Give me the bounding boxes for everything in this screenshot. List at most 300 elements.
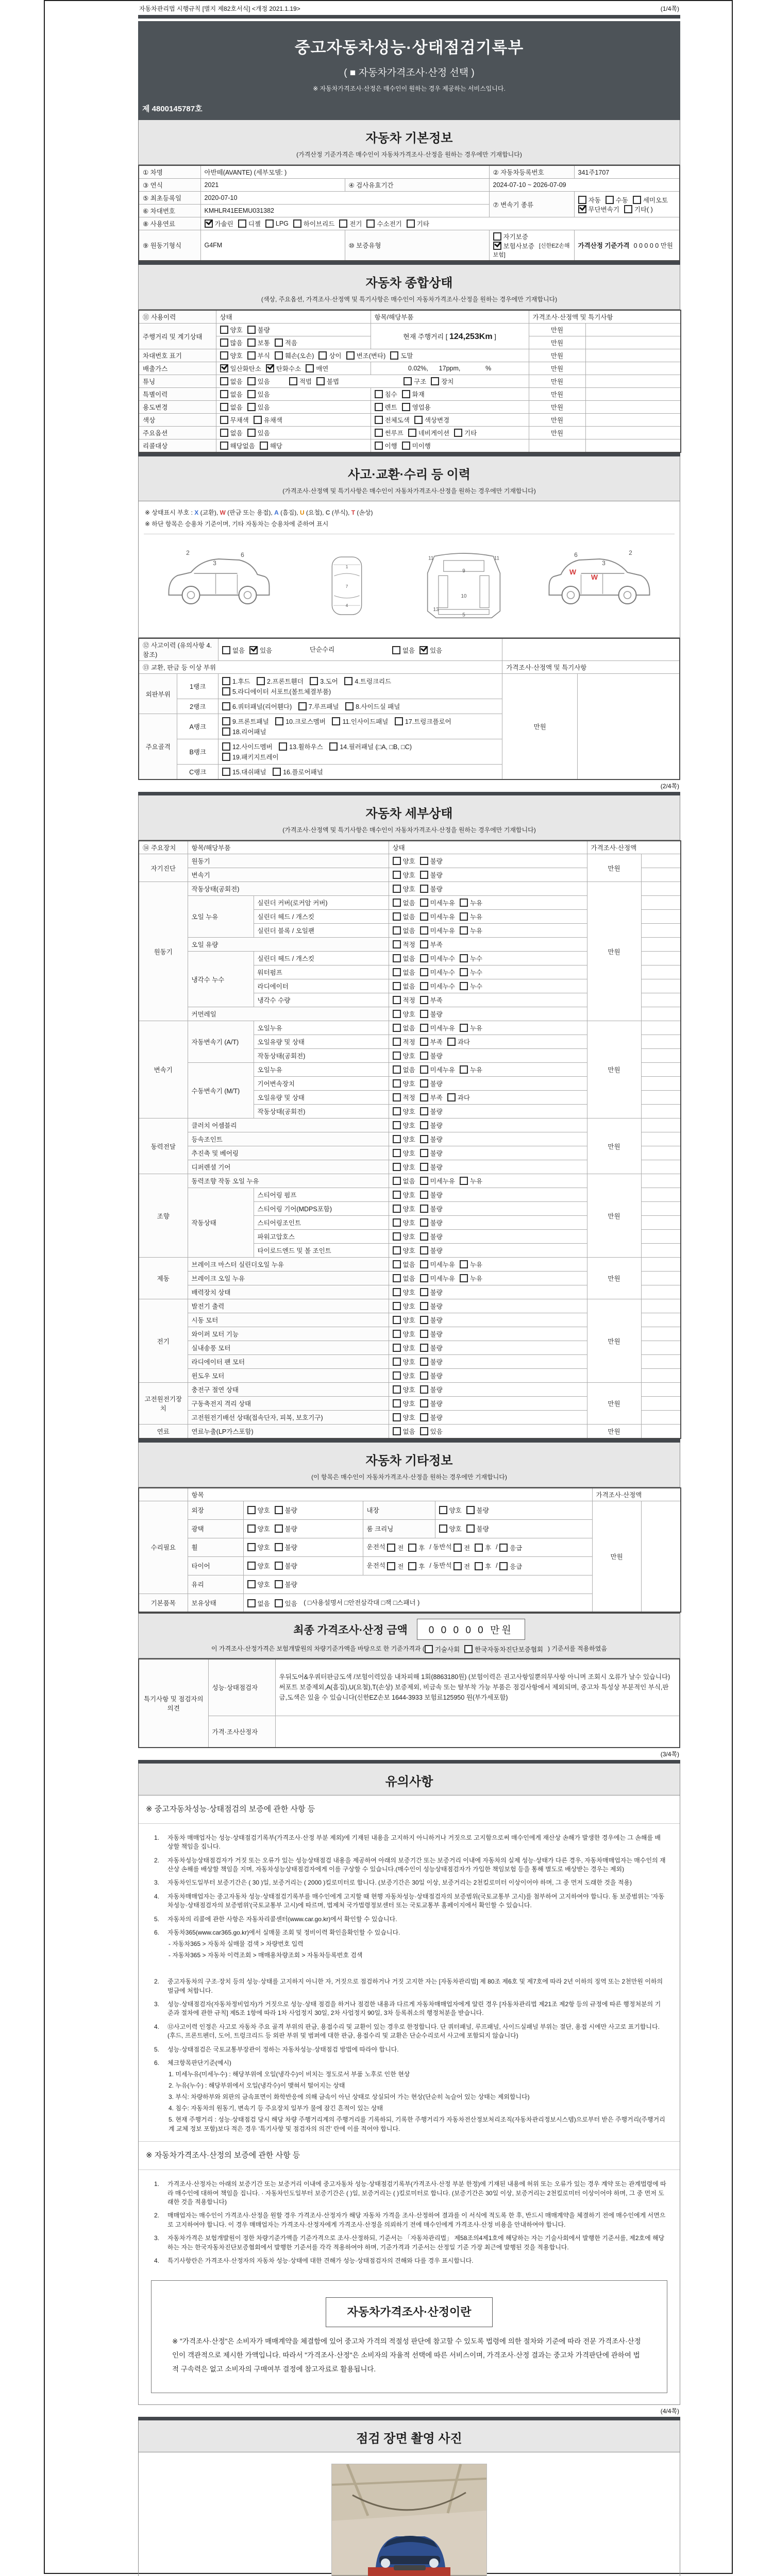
checkbox-후[interactable] — [475, 1543, 491, 1552]
checkbox-양호[interactable] — [247, 1580, 270, 1589]
checkbox-장치[interactable] — [431, 377, 453, 386]
checkbox-없음[interactable] — [220, 377, 243, 386]
remark-cell — [641, 882, 681, 896]
checkbox-미세누유[interactable] — [420, 1065, 455, 1074]
checkbox-있음[interactable] — [247, 428, 270, 437]
checkbox-5.라디에이터 서포트(볼트체결부품)[interactable] — [222, 687, 331, 696]
checkbox-부족[interactable] — [420, 1093, 443, 1102]
checkbox-불량[interactable] — [420, 1134, 443, 1144]
section-etc-note: (이 항목은 매수인이 자동차가격조사·산정을 원하는 경우에만 기재합니다) — [311, 1473, 507, 1481]
checkbox-label: 15.대쉬패널 — [232, 769, 266, 776]
status-options — [389, 854, 587, 868]
checkbox-있음[interactable] — [275, 1599, 297, 1608]
checkbox-도말[interactable] — [390, 351, 413, 360]
checkbox-탄화수소[interactable] — [266, 364, 301, 373]
summary-cell — [371, 401, 529, 414]
checkbox-응급[interactable] — [499, 1543, 522, 1552]
checkbox-양호[interactable] — [393, 1343, 415, 1352]
checkbox-많음[interactable] — [220, 338, 243, 347]
checkbox-14.필러패널 (□A, □B, □C)[interactable] — [329, 742, 412, 751]
div-element — [222, 687, 498, 696]
checkbox-없음[interactable] — [220, 389, 243, 399]
rect-element — [480, 576, 489, 608]
checkbox-양호[interactable] — [393, 1204, 415, 1213]
checkbox-양호[interactable] — [393, 1385, 415, 1394]
checkbox-매연[interactable] — [306, 364, 328, 373]
checkbox-미세누유[interactable] — [420, 1023, 455, 1032]
remark-cell — [641, 1327, 681, 1341]
checkbox-불량[interactable] — [420, 870, 443, 879]
checkbox-label: 있음 — [430, 1428, 443, 1435]
i-element — [222, 646, 230, 654]
checkbox-이행[interactable] — [375, 441, 397, 450]
checkbox-불량[interactable] — [420, 1246, 443, 1255]
notice-text: 성능·상태점검은 국토교통부장관이 정하는 자동차성능·상태점검 방법에 따라야 합니다. — [167, 2045, 399, 2053]
checkbox-불량[interactable] — [420, 1357, 443, 1366]
checkbox-7.루프패널[interactable] — [298, 702, 339, 711]
checkbox-썬루프[interactable] — [375, 428, 404, 437]
checkbox-가솔린[interactable] — [205, 219, 233, 228]
checkbox-누유[interactable] — [460, 1176, 482, 1185]
i-element — [420, 1302, 428, 1310]
checkbox-미세누유[interactable] — [420, 1176, 455, 1185]
checkbox-침수[interactable] — [375, 389, 397, 399]
remark-cell — [641, 1132, 681, 1146]
checkbox-양호[interactable] — [220, 325, 243, 334]
checkbox-label: 있음 — [430, 647, 443, 655]
checkbox-미세누유[interactable] — [420, 898, 455, 907]
checkbox-적정[interactable] — [393, 1037, 415, 1046]
checkbox-10.크로스멤버[interactable] — [275, 717, 326, 726]
checkbox-양호[interactable] — [393, 1246, 415, 1255]
checkbox-불량[interactable] — [420, 1287, 443, 1297]
checkbox-기타[interactable] — [407, 219, 429, 228]
checkbox-수동[interactable] — [606, 195, 628, 205]
checkbox-label: 장치 — [441, 378, 454, 385]
checkbox-기타[interactable] — [454, 428, 477, 437]
checkbox-누유[interactable] — [460, 926, 482, 935]
checkbox-누유[interactable] — [460, 1023, 482, 1032]
checkbox-label: 전기 — [349, 221, 362, 228]
checkbox-불량[interactable] — [420, 1190, 443, 1199]
panel-number-label: 4 — [345, 603, 348, 608]
checkbox-부식[interactable] — [247, 351, 270, 360]
final-note-pre: 이 가격조사·산정가격은 보험개발원의 차량기준가액을 바탕으로 한 기준가격과 ( — [211, 1645, 425, 1653]
checkbox-불량[interactable] — [420, 884, 443, 893]
checkbox-누수[interactable] — [460, 968, 482, 977]
checkbox-없음[interactable] — [393, 968, 415, 977]
checkbox-부족[interactable] — [420, 995, 443, 1005]
checkbox-양호[interactable] — [393, 1162, 415, 1172]
div-element — [222, 752, 498, 761]
checkbox-미세누유[interactable] — [420, 912, 455, 921]
checkbox-있음[interactable] — [249, 646, 272, 655]
subitem-label: 타이로드엔드 및 볼 조인트 — [254, 1244, 389, 1258]
checkbox-양호[interactable] — [247, 1524, 270, 1533]
checkbox-label: 불량 — [430, 1359, 443, 1366]
checkbox-미세누유[interactable] — [420, 926, 455, 935]
checkbox-label: 이행 — [384, 443, 397, 450]
checkbox-과다[interactable] — [447, 1037, 470, 1046]
i-element — [420, 1065, 428, 1074]
checkbox-자동[interactable] — [578, 195, 601, 205]
checkbox-15.대쉬패널[interactable] — [222, 767, 266, 776]
checkbox-후[interactable] — [475, 1562, 491, 1571]
checkbox-양호[interactable] — [247, 1561, 270, 1570]
section-detail-header — [138, 795, 680, 840]
checkbox-없음[interactable] — [393, 1427, 415, 1436]
checkbox-양호[interactable] — [393, 1301, 415, 1311]
summary-cell — [585, 375, 681, 388]
i-element — [414, 416, 423, 424]
checkbox-label: 해당없음 — [230, 443, 255, 450]
checkbox-불량[interactable] — [420, 1121, 443, 1130]
device-group-label: 원동기 — [139, 882, 188, 1021]
checkbox-12.사이드멤버[interactable] — [222, 742, 273, 751]
checkbox-17.트렁크플로어[interactable] — [395, 717, 451, 726]
checkbox-적정[interactable] — [393, 1093, 415, 1102]
checkbox-하이브리드[interactable] — [293, 219, 334, 228]
checkbox-label: 16.플로어패널 — [283, 769, 323, 776]
checkbox-불량[interactable] — [420, 1343, 443, 1352]
checkbox-불량[interactable] — [420, 1385, 443, 1394]
i-element — [344, 677, 352, 685]
checkbox-9.프론트패널[interactable] — [222, 717, 269, 726]
summary-cell: 배출가스 — [139, 362, 216, 375]
checkbox-없음[interactable] — [392, 646, 415, 655]
checkbox-양호[interactable] — [247, 1505, 270, 1515]
checkbox-불량[interactable] — [275, 1561, 297, 1570]
checkbox-label: 양호 — [402, 1080, 415, 1088]
checkbox-18.리어패널[interactable] — [222, 727, 266, 736]
checkbox-양호[interactable] — [393, 1009, 415, 1019]
checkbox-기타( )[interactable] — [624, 205, 653, 214]
checkbox-누수[interactable] — [460, 981, 482, 991]
checkbox-누유[interactable] — [460, 1274, 482, 1283]
checkbox-누유[interactable] — [460, 1065, 482, 1074]
checkbox-label: 적정 — [402, 941, 415, 949]
section-cap — [138, 453, 680, 456]
checkbox-양호[interactable] — [393, 884, 415, 893]
checkbox-없음[interactable] — [393, 981, 415, 991]
checkbox-8.사이드실 패널[interactable] — [345, 702, 400, 711]
checkbox-양호[interactable] — [247, 1543, 270, 1552]
checkbox-누유[interactable] — [460, 898, 482, 907]
checkbox-label: 불량 — [476, 1507, 489, 1515]
checkbox-있음[interactable] — [420, 1427, 443, 1436]
checkbox-불량[interactable] — [275, 1543, 297, 1552]
checkbox-불량[interactable] — [420, 1218, 443, 1227]
checkbox-양호[interactable] — [393, 1107, 415, 1116]
checkbox-label: 양호 — [402, 1219, 415, 1227]
checkbox-화재[interactable] — [402, 389, 425, 399]
checkbox-전[interactable] — [387, 1543, 404, 1552]
checkbox-있음[interactable] — [247, 389, 270, 399]
notice-subitem: 5. 현재 주행거리 : 성능·상태점검 당시 해당 차량 주행거리계의 주행거리를 기록하되, 기록한 주행거리가 자동차전산정보처리조직(자동차관리정보시스템)으로부터 받은 주행거리(주행거리계 교체 정보 포함)보다 적은 경우 '특기사항 및 점검자의 의견' 란에 이를 적어야 합니다. — [169, 2116, 665, 2133]
checkbox-label: 미세누유 — [430, 1178, 455, 1185]
checkbox-렌트[interactable] — [375, 402, 397, 412]
checkbox-전[interactable] — [387, 1562, 404, 1571]
checkbox-불량[interactable] — [420, 1329, 443, 1338]
checkbox-누수[interactable] — [460, 954, 482, 963]
checkbox-불량[interactable] — [247, 325, 270, 334]
checkbox-기술사회[interactable] — [425, 1645, 460, 1654]
checkbox-디젤[interactable] — [238, 219, 261, 228]
remark-cell — [641, 1313, 681, 1327]
checkbox-없음[interactable] — [393, 954, 415, 963]
checkbox-색상변경[interactable] — [414, 415, 449, 425]
checkbox-양호[interactable] — [393, 1218, 415, 1227]
notice-number: 5. — [154, 1915, 160, 1923]
i-element — [393, 1079, 401, 1088]
checkbox-불량[interactable] — [275, 1524, 297, 1533]
checkbox-미세누유[interactable] — [420, 1260, 455, 1269]
checkbox-응급[interactable] — [499, 1562, 522, 1571]
checkbox-양호[interactable] — [393, 856, 415, 866]
checkbox-미세누수[interactable] — [420, 968, 455, 977]
i-element — [466, 1506, 475, 1514]
checkbox-양호[interactable] — [439, 1505, 462, 1515]
spacer — [344, 382, 404, 383]
checkbox-양호[interactable] — [393, 1051, 415, 1060]
checkbox-불량[interactable] — [420, 1232, 443, 1241]
checkbox-미세누수[interactable] — [420, 981, 455, 991]
checkbox-불량[interactable] — [466, 1505, 489, 1515]
checkbox-LPG[interactable] — [265, 219, 289, 228]
i-element — [222, 717, 230, 725]
i-element — [420, 912, 428, 921]
checkbox-보험사보증[interactable] — [493, 241, 534, 250]
checkbox-양호[interactable] — [393, 1399, 415, 1408]
checkbox-label: 양호 — [402, 1247, 415, 1255]
checkbox-영업용[interactable] — [402, 402, 431, 412]
status-options — [389, 1397, 587, 1411]
checkbox-불량[interactable] — [420, 1051, 443, 1060]
checkbox-13.휠하우스[interactable] — [279, 742, 323, 751]
checkbox-후[interactable] — [408, 1543, 425, 1552]
i-element — [375, 442, 383, 450]
checkbox-미이행[interactable] — [402, 441, 431, 450]
checkbox-없음[interactable] — [393, 1260, 415, 1269]
checkbox-양호[interactable] — [393, 1413, 415, 1422]
checkbox-적음[interactable] — [275, 338, 297, 347]
checkbox-1.후드[interactable] — [222, 676, 250, 686]
i-element — [345, 702, 354, 710]
checkbox-label: 있음 — [257, 378, 270, 385]
checkbox-없음[interactable] — [222, 646, 245, 655]
status-options — [389, 1258, 587, 1272]
status-options — [389, 1244, 587, 1258]
checkbox-한국자동차진단보증협회[interactable] — [464, 1645, 543, 1654]
i-element — [420, 1121, 428, 1129]
checkbox-미세누수[interactable] — [420, 954, 455, 963]
checkbox-불량[interactable] — [420, 1371, 443, 1380]
checkbox-양호[interactable] — [393, 1121, 415, 1130]
checkbox-양호[interactable] — [220, 351, 243, 360]
checkbox-무단변속기[interactable] — [578, 205, 619, 214]
checkbox-일산화탄소[interactable] — [220, 364, 261, 373]
i-element — [420, 899, 428, 907]
checkbox-불법[interactable] — [316, 377, 339, 386]
checkbox-해당없음[interactable] — [220, 441, 255, 450]
checkbox-없음[interactable] — [393, 1176, 415, 1185]
notice-text: 자동차인도일부터 보증기간은 ( 30 )일, 보증거리는 ( 2000 )킬로미터로 합니다. (보증기간은 30일 이상, 보증거리는 2천킬로미터 이상이어야 하며, 그 중 먼저 도래한 것을 적용) — [167, 1879, 632, 1887]
checkbox-없음[interactable] — [220, 402, 243, 412]
checkbox-11.인사이드패널[interactable] — [332, 717, 388, 726]
legend-desc: (판금 또는 용접) — [227, 509, 271, 516]
section-detail-title: 자동차 세부상태 — [365, 807, 453, 821]
i-element — [407, 219, 415, 228]
checkbox-4.트렁크리드[interactable] — [344, 676, 391, 686]
checkbox-없음[interactable] — [393, 898, 415, 907]
checkbox-변조(변타)[interactable] — [346, 351, 386, 360]
checkbox-양호[interactable] — [393, 1315, 415, 1325]
checkbox-있음[interactable] — [419, 646, 442, 655]
checkbox-불량[interactable] — [275, 1580, 297, 1589]
checkbox-부족[interactable] — [420, 1037, 443, 1046]
checkbox-불량[interactable] — [420, 1399, 443, 1408]
summary-cell: 색상 — [139, 414, 216, 427]
i-element — [275, 717, 283, 725]
checkbox-label: 양호 — [402, 1345, 415, 1352]
checkbox-불량[interactable] — [420, 1413, 443, 1422]
status-options — [389, 979, 587, 993]
checkbox-2.프론트휀더[interactable] — [257, 676, 304, 686]
device-group-label: 자기진단 — [139, 854, 188, 882]
checkbox-양호[interactable] — [439, 1524, 462, 1533]
checkbox-있음[interactable] — [247, 377, 270, 386]
status-options — [389, 1299, 587, 1313]
summary-cell: 만원 — [529, 349, 585, 362]
checkbox-19.패키지트레이[interactable] — [222, 752, 279, 761]
checkbox-양호[interactable] — [393, 1329, 415, 1338]
checkbox-label: 17.트렁크플로어 — [405, 718, 451, 726]
checkbox-양호[interactable] — [393, 1357, 415, 1366]
status-options — [243, 1519, 363, 1538]
checkbox-양호[interactable] — [393, 870, 415, 879]
detail-row — [139, 1174, 681, 1188]
checkbox-보통[interactable] — [247, 338, 270, 347]
summary-row — [139, 388, 681, 401]
checkbox-16.플로어패널[interactable] — [273, 767, 323, 776]
notice-heading-1: ※ 중고자동차성능·상태점검의 보증에 관한 사항 등 — [139, 1795, 680, 1824]
checkbox-양호[interactable] — [393, 1148, 415, 1158]
summary-cell: 만원 — [529, 324, 585, 336]
checkbox-미세누유[interactable] — [420, 1274, 455, 1283]
checkbox-네비게이션[interactable] — [408, 428, 449, 437]
checkbox-불량[interactable] — [420, 1315, 443, 1325]
checkbox-수소전기[interactable] — [366, 219, 401, 228]
remark-cell — [641, 1244, 681, 1258]
checkbox-양호[interactable] — [393, 1232, 415, 1241]
checkbox-없음[interactable] — [393, 1274, 415, 1283]
checkbox-없음[interactable] — [393, 926, 415, 935]
i-element — [393, 1121, 401, 1129]
checkbox-있음[interactable] — [247, 402, 270, 412]
checkbox-불량[interactable] — [420, 1107, 443, 1116]
price-header: 가격조사·산정액 및 특기사항 — [502, 661, 680, 674]
checkbox-누유[interactable] — [460, 912, 482, 921]
status-options — [389, 1327, 587, 1341]
checkbox-label: 7.루프패널 — [308, 703, 339, 711]
i-element — [254, 416, 262, 424]
checkbox-상이[interactable] — [318, 351, 341, 360]
checkbox-적법[interactable] — [289, 377, 312, 386]
checkbox-불량[interactable] — [275, 1505, 297, 1515]
checkbox-적정[interactable] — [393, 995, 415, 1005]
checkbox-없음[interactable] — [393, 1023, 415, 1032]
status-options — [243, 1501, 363, 1519]
section-summary-title: 자동차 종합상태 — [365, 276, 453, 290]
checkbox-누유[interactable] — [460, 1260, 482, 1269]
price-cell: 만원 — [587, 1258, 641, 1299]
remark-cell — [641, 938, 681, 952]
checkbox-해당[interactable] — [260, 441, 282, 450]
checkbox-양호[interactable] — [393, 1134, 415, 1144]
checkbox-적정[interactable] — [393, 940, 415, 949]
checkbox-전체도색[interactable] — [375, 415, 410, 425]
checkbox-양호[interactable] — [393, 1190, 415, 1199]
checkbox-6.쿼터패널(리어휀다)[interactable] — [222, 702, 292, 711]
checkbox-불량[interactable] — [420, 1009, 443, 1019]
checkbox-불량[interactable] — [420, 1162, 443, 1172]
checkbox-불량[interactable] — [420, 1204, 443, 1213]
checkbox-없음[interactable] — [393, 1065, 415, 1074]
checkbox-불량[interactable] — [420, 856, 443, 866]
rank-label: A랭크 — [177, 714, 218, 739]
checkbox-불량[interactable] — [420, 1079, 443, 1088]
checkbox-label: 없음 — [402, 913, 415, 921]
checkbox-과다[interactable] — [447, 1093, 470, 1102]
checkbox-불량[interactable] — [466, 1524, 489, 1533]
document-frame — [44, 0, 733, 2574]
checkbox-양호[interactable] — [393, 1079, 415, 1088]
checkbox-label: 4.트렁크리드 — [355, 678, 392, 686]
checkbox-3.도어[interactable] — [310, 676, 338, 686]
checkbox-훼손(오손)[interactable] — [275, 351, 314, 360]
checkbox-불량[interactable] — [420, 1301, 443, 1311]
subitem-label: 작동상태(공회전) — [254, 1105, 389, 1118]
checkbox-양호[interactable] — [393, 1287, 415, 1297]
checkbox-label: 없음 — [402, 1275, 415, 1283]
checkbox-양호[interactable] — [393, 1371, 415, 1380]
simple-repair-label: 단순수리 — [309, 646, 335, 654]
checkbox-세미오토[interactable] — [633, 195, 668, 205]
checkbox-유채색[interactable] — [254, 415, 282, 425]
b-element: 124,253Km — [449, 332, 493, 341]
checkbox-불량[interactable] — [420, 1148, 443, 1158]
checkbox-전[interactable] — [453, 1562, 470, 1571]
checkbox-후[interactable] — [408, 1562, 425, 1571]
rank-label: B랭크 — [177, 739, 218, 765]
checkbox-없음[interactable] — [247, 1599, 270, 1608]
checkbox-label: 없음 — [402, 927, 415, 935]
title-band-cap — [138, 15, 680, 19]
i-element — [420, 1427, 428, 1435]
notice-text: ⑫사고이력 인정은 사고로 자동차 주요 골격 부위의 판금, 용접수리 및 교환이 있는 경우로 한정합니다. 단 쿼터패널, 루프패널, 사이드실패널 부위는 절단, 용접 시에만 사고로 표기합니다. (후드, 프론트펜더, 도어, 트렁크리드 등 외판 부위 및 범퍼에 대한 판금, 용접수리 및 교환은 단순수리로서 사고에 포함되지 않습니다) — [167, 2023, 660, 2040]
col-header: 가격조사·산정액 및 특기사항 — [529, 310, 681, 324]
checkbox-없음[interactable] — [393, 912, 415, 921]
checkbox-전[interactable] — [453, 1543, 470, 1552]
checkbox-전기[interactable] — [339, 219, 362, 228]
checkbox-무채색[interactable] — [220, 415, 249, 425]
price-cell: 만원 — [587, 1383, 641, 1425]
checkbox-구조[interactable] — [404, 377, 426, 386]
remark-cell — [641, 1146, 681, 1160]
checkbox-부족[interactable] — [420, 940, 443, 949]
item-label: 타이어 — [188, 1556, 243, 1575]
checkbox-없음[interactable] — [220, 428, 243, 437]
